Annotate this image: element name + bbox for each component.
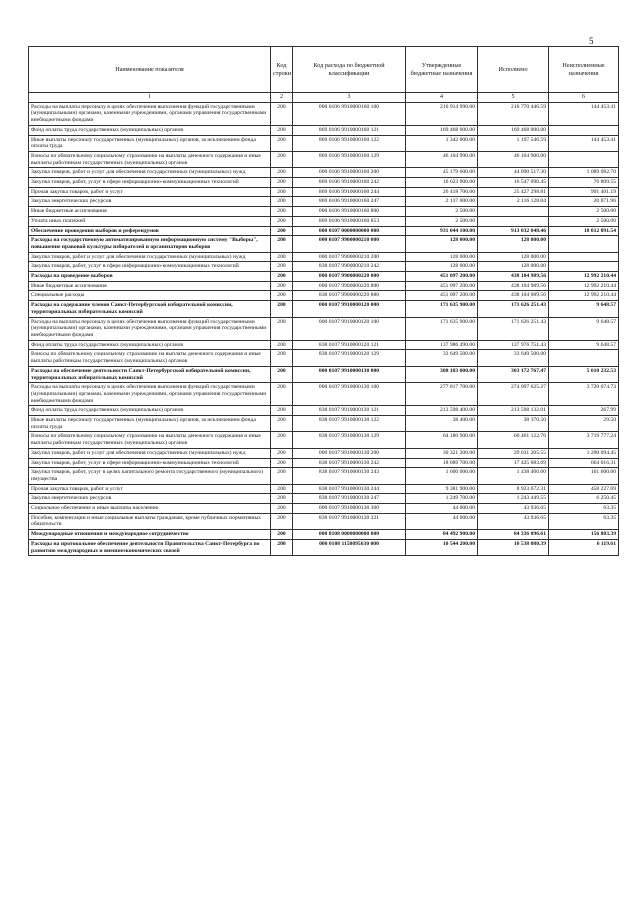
cell-code: 200 — [271, 350, 293, 366]
cell-code: 200 — [271, 383, 293, 406]
column-number: 6 — [549, 93, 619, 103]
table-row — [29, 102, 619, 125]
table-row — [29, 317, 619, 340]
table-row — [29, 504, 619, 514]
cell-unexecuted: 5 010 232.53 — [549, 366, 619, 382]
cell-code: 200 — [271, 236, 293, 252]
cell-code: 200 — [271, 406, 293, 416]
cell-executed: 60 461 122.76 — [478, 432, 549, 448]
cell-name: Расходы на выплаты персоналу в целях обеспечения выполнения функций государственными (муниципальными) органами, казенными учреждениями, органами управления государственными внебюджетными фондами — [29, 102, 271, 125]
cell-approved: 46 104 990.00 — [406, 151, 478, 167]
cell-name: Расходы на выплаты персоналу в целях обеспечения выполнения функций государственными (муниципальными) органами, казенными учреждениями, органами управления государственными внебюджетными фондами — [29, 383, 271, 406]
column-number: 1 — [29, 93, 271, 103]
cell-unexecuted — [549, 252, 619, 262]
cell-code: 200 — [271, 216, 293, 226]
budget-execution-table — [28, 46, 619, 556]
cell-code: 200 — [271, 135, 293, 151]
cell-budget-code: 869 0106 9910000160 247 — [293, 197, 406, 207]
cell-name: Прочая закупка товаров, работ и услуг — [29, 187, 271, 197]
cell-budget-code: 838 0107 9910000120 129 — [293, 350, 406, 366]
column-number: 4 — [406, 93, 478, 103]
cell-name: Закупка товаров, работ и услуг для обеспечения государственных (муниципальных) нужд — [29, 448, 271, 458]
table-row — [29, 281, 619, 291]
table-row — [29, 151, 619, 167]
cell-name: Иные выплаты персоналу государственных (муниципальных) органов, за исключением фонда оплаты труда — [29, 416, 271, 432]
cell-executed: 2 116 128.04 — [478, 197, 549, 207]
header-approved: Утвержденные бюджетные назначения — [406, 47, 478, 93]
cell-approved: 451 097 200.00 — [406, 281, 478, 291]
table-header — [29, 47, 619, 103]
table-row — [29, 207, 619, 217]
cell-approved: 137 986 490.00 — [406, 340, 478, 350]
cell-unexecuted: 3 719 777.24 — [549, 432, 619, 448]
cell-unexecuted: 161 600.00 — [549, 468, 619, 484]
table-row — [29, 406, 619, 416]
cell-budget-code: 838 0107 9910000120 121 — [293, 340, 406, 350]
cell-name: Закупка товаров, работ, услуг в сфере информационно-коммуникационных технологий — [29, 262, 271, 272]
table-row — [29, 226, 619, 236]
cell-budget-code: 869 0106 9910000160 122 — [293, 135, 406, 151]
table-row — [29, 350, 619, 366]
cell-executed: 44 090 517.30 — [478, 168, 549, 178]
table-row — [29, 340, 619, 350]
cell-code: 200 — [271, 178, 293, 188]
cell-unexecuted: 1 290 094.45 — [549, 448, 619, 458]
cell-executed — [478, 216, 549, 226]
cell-name: Пособия, компенсации и иные социальные выплаты гражданам, кроме публичных нормативных обязательств — [29, 513, 271, 529]
cell-executed: 10 538 080.39 — [478, 539, 549, 555]
cell-name: Взносы по обязательному социальному страхованию на выплаты денежного содержания и иные выплаты работникам государственных (муниципальных) органов — [29, 432, 271, 448]
table-row — [29, 236, 619, 252]
cell-name: Иные выплаты персоналу государственных (муниципальных) органов, за исключением фонда оплаты труда — [29, 135, 271, 151]
cell-name: Расходы на государственную автоматизированную информационную систему "Выборы", повышение правовой культуры избирателей и организаторов выборов — [29, 236, 271, 252]
cell-executed: 29 031 205.55 — [478, 448, 549, 458]
cell-executed: 43 936.65 — [478, 504, 549, 514]
table-row — [29, 539, 619, 555]
cell-budget-code: 000 0107 9910000130 000 — [293, 366, 406, 382]
cell-name: Закупка товаров, работ, услуг в целях капитального ремонта государственного (муниципального) имущества — [29, 468, 271, 484]
cell-unexecuted: 18 012 091.54 — [549, 226, 619, 236]
cell-approved: 38 400.00 — [406, 416, 478, 432]
cell-code: 200 — [271, 513, 293, 529]
cell-name: Расходы на проведение выборов — [29, 272, 271, 282]
header-indicator-name: Наименование показателя — [29, 47, 271, 93]
cell-executed: 438 104 989.56 — [478, 281, 549, 291]
cell-unexecuted: 9 648.57 — [549, 340, 619, 350]
cell-approved: 128 000.00 — [406, 262, 478, 272]
cell-code: 200 — [271, 207, 293, 217]
cell-executed: 438 104 989.56 — [478, 272, 549, 282]
cell-code: 200 — [271, 484, 293, 494]
cell-code: 200 — [271, 448, 293, 458]
table-row — [29, 216, 619, 226]
cell-approved: 44 000.00 — [406, 504, 478, 514]
cell-unexecuted: 12 992 210.44 — [549, 281, 619, 291]
table-row — [29, 513, 619, 529]
column-number: 2 — [271, 93, 293, 103]
cell-unexecuted — [549, 262, 619, 272]
cell-unexecuted: 664 016.31 — [549, 458, 619, 468]
cell-code: 200 — [271, 102, 293, 125]
table-row — [29, 135, 619, 151]
cell-name: Взносы по обязательному социальному страхованию на выплаты денежного содержания и иные выплаты работникам государственных (муниципальных) органов — [29, 350, 271, 366]
cell-code: 200 — [271, 197, 293, 207]
cell-code: 200 — [271, 291, 293, 301]
cell-executed: 46 104 900.00 — [478, 151, 549, 167]
cell-approved: 84 492 900.00 — [406, 530, 478, 540]
cell-budget-code: 838 0107 9910000130 122 — [293, 416, 406, 432]
cell-executed: 1 243 449.55 — [478, 494, 549, 504]
cell-name: Расходы на протокольное обеспечение деятельности Правительства Санкт-Петербурга по развитию международных и внешнеэкономических связей — [29, 539, 271, 555]
cell-budget-code: 869 0106 9910000160 242 — [293, 178, 406, 188]
cell-name: Уплата иных платежей — [29, 216, 271, 226]
page-number: 5 — [589, 36, 594, 46]
cell-budget-code: 838 0107 9900000220 880 — [293, 291, 406, 301]
table-row — [29, 432, 619, 448]
table-row — [29, 468, 619, 484]
cell-code: 200 — [271, 301, 293, 317]
table-row — [29, 168, 619, 178]
cell-approved: 16 623 900.00 — [406, 178, 478, 188]
cell-approved: 30 321 300.00 — [406, 448, 478, 458]
cell-unexecuted — [549, 236, 619, 252]
cell-budget-code: 000 0106 9910000160 100 — [293, 102, 406, 125]
cell-name: Закупка энергетических ресурсов — [29, 197, 271, 207]
cell-executed: 33 649 500.00 — [478, 350, 549, 366]
table-row — [29, 530, 619, 540]
column-number: 3 — [293, 93, 406, 103]
cell-budget-code: 838 0107 9910000130 121 — [293, 406, 406, 416]
cell-approved: 2 500.00 — [406, 216, 478, 226]
cell-name: Закупка энергетических ресурсов — [29, 494, 271, 504]
table-row — [29, 291, 619, 301]
cell-code: 200 — [271, 458, 293, 468]
cell-code: 200 — [271, 468, 293, 484]
cell-budget-code: 869 0106 9910000160 121 — [293, 125, 406, 135]
cell-name: Фонд оплаты труда государственных (муниципальных) органов — [29, 125, 271, 135]
cell-executed: 913 032 048.46 — [478, 226, 549, 236]
cell-unexecuted: 156 803.39 — [549, 530, 619, 540]
cell-name: Прочая закупка товаров, работ и услуг — [29, 484, 271, 494]
cell-executed: 128 000.00 — [478, 262, 549, 272]
table-row — [29, 252, 619, 262]
table-row — [29, 125, 619, 135]
cell-approved: 171 635 900.00 — [406, 301, 478, 317]
cell-code: 200 — [271, 494, 293, 504]
cell-approved: 1 600 000.00 — [406, 468, 478, 484]
cell-unexecuted: 144 453.41 — [549, 135, 619, 151]
cell-unexecuted — [549, 350, 619, 366]
cell-name: Закупка товаров, работ и услуг для обеспечения государственных (муниципальных) нужд — [29, 252, 271, 262]
cell-unexecuted: 144 453.41 — [549, 102, 619, 125]
cell-executed: 8 923 672.31 — [478, 484, 549, 494]
cell-name: Обеспечение проведения выборов и референдумов — [29, 226, 271, 236]
table-row — [29, 178, 619, 188]
column-number: 5 — [478, 93, 549, 103]
cell-code: 200 — [271, 317, 293, 340]
cell-budget-code: 000 0106 9910000160 800 — [293, 207, 406, 217]
cell-budget-code: 838 0107 9900000210 242 — [293, 262, 406, 272]
cell-unexecuted: 2 500.00 — [549, 216, 619, 226]
cell-budget-code: 838 0107 9910000130 247 — [293, 494, 406, 504]
cell-budget-code: 000 0107 9910000130 100 — [293, 383, 406, 406]
cell-name: Иные бюджетные ассигнования — [29, 281, 271, 291]
cell-approved: 33 649 500.00 — [406, 350, 478, 366]
cell-unexecuted: 20 871.96 — [549, 197, 619, 207]
table-row — [29, 366, 619, 382]
cell-approved: 277 817 700.00 — [406, 383, 478, 406]
cell-code: 200 — [271, 252, 293, 262]
cell-unexecuted: 6 119.61 — [549, 539, 619, 555]
cell-unexecuted: 12 992 210.44 — [549, 272, 619, 282]
cell-budget-code: 000 0108 0000000000 000 — [293, 530, 406, 540]
cell-unexecuted — [549, 151, 619, 167]
cell-budget-code: 869 0106 9910000160 129 — [293, 151, 406, 167]
cell-name: Закупка товаров, работ, услуг в сфере информационно-коммуникационных технологий — [29, 178, 271, 188]
cell-code: 200 — [271, 262, 293, 272]
cell-budget-code: 000 0107 0000000000 000 — [293, 226, 406, 236]
cell-approved: 308 183 000.00 — [406, 366, 478, 382]
cell-name: Закупка товаров, работ и услуг для обеспечения государственных (муниципальных) нужд — [29, 168, 271, 178]
cell-executed — [478, 207, 549, 217]
cell-unexecuted: 63.35 — [549, 513, 619, 529]
cell-approved: 451 097 200.00 — [406, 291, 478, 301]
cell-approved: 128 000.00 — [406, 236, 478, 252]
header-line-code: Код строки — [271, 47, 293, 93]
cell-code: 200 — [271, 125, 293, 135]
cell-code: 200 — [271, 281, 293, 291]
cell-budget-code: 000 0106 9910000160 200 — [293, 168, 406, 178]
cell-name: Специальные расходы — [29, 291, 271, 301]
cell-name: Взносы по обязательному социальному страхованию на выплаты денежного содержания и иные выплаты работникам государственных (муниципальных) органов — [29, 151, 271, 167]
cell-approved: 169 468 000.00 — [406, 125, 478, 135]
cell-approved: 213 598 400.00 — [406, 406, 478, 416]
cell-executed: 274 097 625.27 — [478, 383, 549, 406]
cell-code: 200 — [271, 530, 293, 540]
cell-code: 200 — [271, 432, 293, 448]
cell-code: 200 — [271, 340, 293, 350]
cell-executed: 16 547 090.45 — [478, 178, 549, 188]
table-row — [29, 416, 619, 432]
cell-approved: 10 544 200.00 — [406, 539, 478, 555]
table-row — [29, 301, 619, 317]
table-row — [29, 272, 619, 282]
cell-budget-code: 000 0107 9900000210 200 — [293, 252, 406, 262]
cell-approved: 2 137 000.00 — [406, 197, 478, 207]
cell-approved: 45 179 600.00 — [406, 168, 478, 178]
cell-code: 200 — [271, 504, 293, 514]
cell-code: 200 — [271, 366, 293, 382]
cell-approved: 171 635 900.00 — [406, 317, 478, 340]
cell-unexecuted: 1 089 082.70 — [549, 168, 619, 178]
cell-budget-code: 000 0108 1150095630 000 — [293, 539, 406, 555]
table-body — [29, 102, 619, 556]
cell-approved: 1 342 000.00 — [406, 135, 478, 151]
cell-unexecuted: 29.50 — [549, 416, 619, 432]
cell-name: Расходы на выплаты персоналу в целях обеспечения выполнения функций государственными (муниципальными) органами, казенными учреждениями, органами управления государственными внебюджетными фондами — [29, 317, 271, 340]
cell-budget-code: 869 0106 9910000160 244 — [293, 187, 406, 197]
cell-executed: 128 000.00 — [478, 236, 549, 252]
cell-unexecuted — [549, 125, 619, 135]
cell-approved: 44 000.00 — [406, 513, 478, 529]
cell-unexecuted: 9 648.57 — [549, 301, 619, 317]
cell-executed: 303 172 767.47 — [478, 366, 549, 382]
cell-budget-code: 000 0107 9910000130 200 — [293, 448, 406, 458]
cell-unexecuted: 458 227.69 — [549, 484, 619, 494]
cell-executed: 1 438 400.00 — [478, 468, 549, 484]
cell-name: Международные отношения и международное сотрудничество — [29, 530, 271, 540]
table-row — [29, 262, 619, 272]
cell-budget-code: 869 0106 9910000160 853 — [293, 216, 406, 226]
cell-approved: 18 089 700.00 — [406, 458, 478, 468]
cell-executed: 438 104 989.56 — [478, 291, 549, 301]
cell-approved: 931 044 100.00 — [406, 226, 478, 236]
cell-name: Фонд оплаты труда государственных (муниципальных) органов — [29, 340, 271, 350]
cell-approved: 451 097 200.00 — [406, 272, 478, 282]
cell-budget-code: 838 0107 9910000130 242 — [293, 458, 406, 468]
cell-code: 200 — [271, 416, 293, 432]
cell-budget-code: 000 0107 9900000220 800 — [293, 281, 406, 291]
table-row — [29, 197, 619, 207]
cell-executed: 17 425 683.69 — [478, 458, 549, 468]
cell-approved: 9 381 900.00 — [406, 484, 478, 494]
cell-name: Иные бюджетные ассигнования — [29, 207, 271, 217]
cell-approved: 64 180 900.00 — [406, 432, 478, 448]
table-row — [29, 448, 619, 458]
cell-executed: 169 468 000.00 — [478, 125, 549, 135]
cell-unexecuted: 12 992 210.44 — [549, 291, 619, 301]
cell-executed: 128 000.00 — [478, 252, 549, 262]
cell-unexecuted: 76 809.55 — [549, 178, 619, 188]
cell-approved: 1 249 700.00 — [406, 494, 478, 504]
cell-name: Расходы на обеспечение деятельности Санкт-Петербургской избирательной комиссии, территориальных избирательных комиссий — [29, 366, 271, 382]
cell-budget-code: 000 0107 9910000120 000 — [293, 301, 406, 317]
cell-executed: 1 197 546.59 — [478, 135, 549, 151]
cell-unexecuted: 3 720 074.73 — [549, 383, 619, 406]
cell-code: 200 — [271, 187, 293, 197]
table-row — [29, 484, 619, 494]
cell-executed: 216 770 446.59 — [478, 102, 549, 125]
cell-budget-code: 838 0107 9910000130 129 — [293, 432, 406, 448]
cell-executed: 171 626 251.43 — [478, 317, 549, 340]
cell-code: 200 — [271, 272, 293, 282]
table-row — [29, 494, 619, 504]
cell-executed: 137 976 751.43 — [478, 340, 549, 350]
cell-name: Социальное обеспечение и иные выплаты населению — [29, 504, 271, 514]
cell-executed: 213 598 132.01 — [478, 406, 549, 416]
cell-unexecuted: 9 648.57 — [549, 317, 619, 340]
cell-unexecuted: 267.99 — [549, 406, 619, 416]
cell-unexecuted: 2 500.00 — [549, 207, 619, 217]
cell-executed: 171 626 251.43 — [478, 301, 549, 317]
cell-budget-code: 000 0107 9900000220 000 — [293, 272, 406, 282]
cell-approved: 128 000.00 — [406, 252, 478, 262]
cell-budget-code: 838 0107 9910000130 321 — [293, 513, 406, 529]
cell-unexecuted: 991 401.19 — [549, 187, 619, 197]
cell-executed: 43 936.65 — [478, 513, 549, 529]
cell-code: 200 — [271, 151, 293, 167]
cell-code: 200 — [271, 539, 293, 555]
header-unexecuted: Неисполненные назначения — [549, 47, 619, 93]
cell-approved: 26 418 700.00 — [406, 187, 478, 197]
cell-budget-code: 838 0107 9910000130 244 — [293, 484, 406, 494]
cell-executed: 38 370.50 — [478, 416, 549, 432]
cell-budget-code: 838 0107 9910000130 243 — [293, 468, 406, 484]
cell-name: Фонд оплаты труда государственных (муниципальных) органов — [29, 406, 271, 416]
header-budget-code: Код расхода по бюджетной классификации — [293, 47, 406, 93]
header-executed: Исполнено — [478, 47, 549, 93]
cell-budget-code: 000 0107 9900000210 000 — [293, 236, 406, 252]
cell-approved: 216 914 990.00 — [406, 102, 478, 125]
cell-executed: 84 336 096.61 — [478, 530, 549, 540]
cell-unexecuted: 6 250.45 — [549, 494, 619, 504]
cell-budget-code: 000 0107 9910000130 300 — [293, 504, 406, 514]
cell-name: Расходы на содержание членов Санкт-Петербургской избирательной комиссии, территориальных избирательных комиссий — [29, 301, 271, 317]
cell-budget-code: 000 0107 9910000120 100 — [293, 317, 406, 340]
cell-executed: 25 427 298.81 — [478, 187, 549, 197]
cell-code: 200 — [271, 226, 293, 236]
cell-approved: 2 500.00 — [406, 207, 478, 217]
table-row — [29, 187, 619, 197]
table-row — [29, 383, 619, 406]
cell-name: Закупка товаров, работ, услуг в сфере информационно-коммуникационных технологий — [29, 458, 271, 468]
cell-code: 200 — [271, 168, 293, 178]
cell-unexecuted: 63.35 — [549, 504, 619, 514]
table-row — [29, 458, 619, 468]
